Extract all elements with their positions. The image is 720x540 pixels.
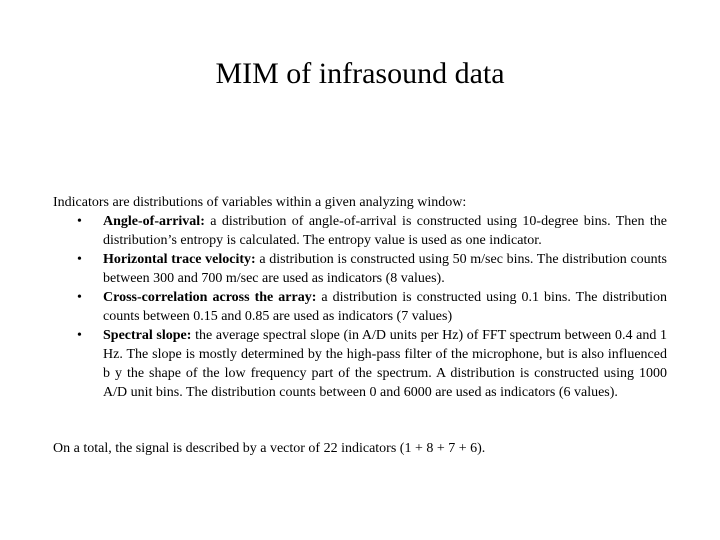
- list-item-angle-of-arrival: [53, 212, 667, 250]
- intro-text: Indicators are distributions of variables within a given analyzing window:: [53, 195, 467, 210]
- summary-text: On a total, the signal is described by a vector of 22 indicators (1 + 8 + 7 + 6).: [53, 441, 486, 456]
- list-item-term: Horizontal trace velocity:: [103, 252, 256, 267]
- bullet-icon: •: [77, 290, 82, 305]
- list-item-cross-correlation: [53, 288, 667, 326]
- list-item-term: Angle-of-arrival:: [103, 214, 205, 229]
- list-item-text: a distribution is constructed using 0.1 bins. The distribution counts between 0.15 and 0.85 are used as indicators (7 values): [103, 290, 667, 324]
- list-item-spectral-slope: [53, 326, 667, 402]
- list-item-text: a distribution is constructed using 50 m/sec bins. The distribution counts between 300 and 700 m/sec are used as indicators (8 values).: [103, 252, 667, 286]
- indicator-list: [53, 212, 667, 402]
- list-item-text: a distribution of angle-of-arrival is constructed using 10-degree bins. Then the distribution’s entropy is calculated. The entropy value is used as one indicator.: [103, 214, 667, 248]
- list-item-horizontal-trace-velocity: [53, 250, 667, 288]
- list-item-term: Cross-correlation across the array:: [103, 290, 317, 305]
- slide-title: MIM of infrasound data: [215, 57, 505, 90]
- bullet-icon: •: [77, 214, 82, 229]
- list-item-text: the average spectral slope (in A/D units per Hz) of FFT spectrum between 0.4 and 1 Hz. The slope is mostly determined by the high-pass filter of the microphone, but is also influenced b y the shape of the low frequency part of the spectrum. A distribution is constructed using 1000 A/D unit bins. The distribution counts between 0 and 6000 are used as indicators (6 values).: [103, 328, 668, 400]
- bullet-icon: •: [77, 252, 82, 267]
- bullet-icon: •: [77, 328, 82, 343]
- list-item-term: Spectral slope:: [103, 328, 192, 343]
